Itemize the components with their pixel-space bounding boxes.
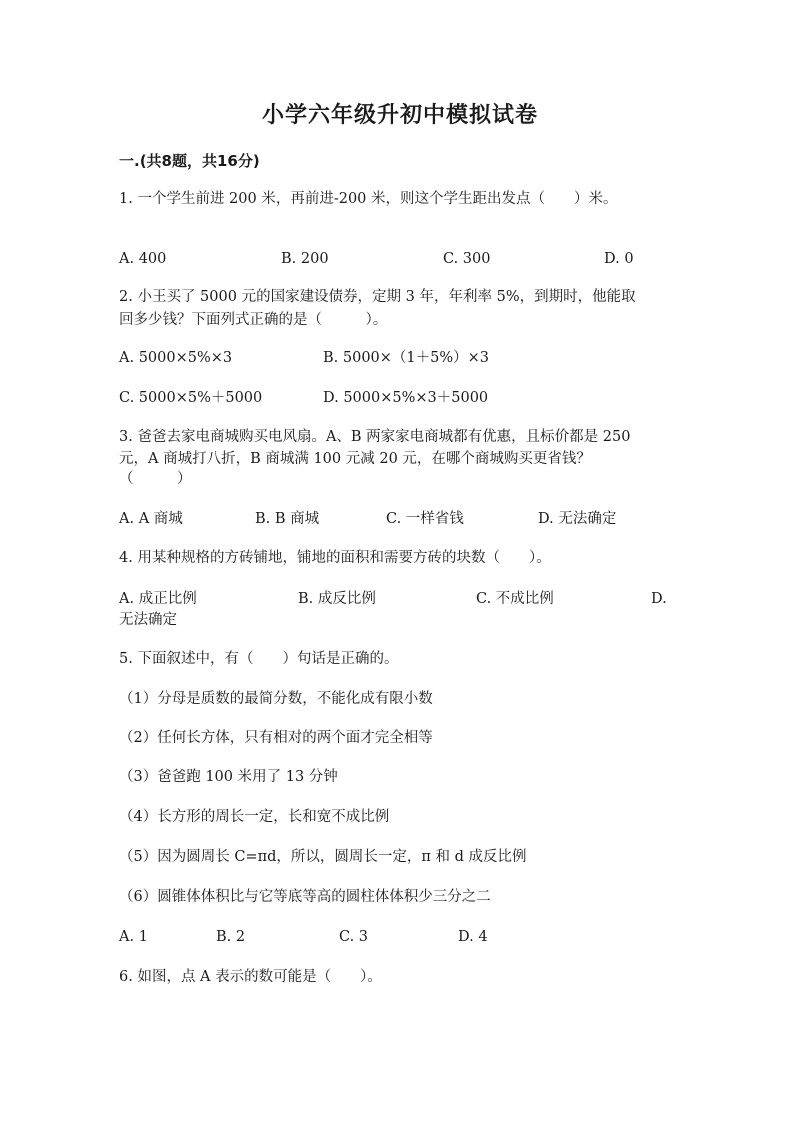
q5-statement-6: （6）圆锥体体积比与它等底等高的圆柱体体积少三分之二 xyxy=(119,889,491,905)
q5-option-b: B. 2 xyxy=(216,929,246,945)
q5-option-d: D. 4 xyxy=(458,929,488,945)
page-title: 小学六年级升初中模拟试卷 xyxy=(261,103,538,128)
q3-option-b: B. B 商城 xyxy=(255,511,320,527)
q1-option-a: A. 400 xyxy=(119,251,167,267)
question-2-stem-line-1: 2. 小王买了 5000 元的国家建设债券，定期 3 年，年利率 5%，到期时，他能取 xyxy=(119,289,636,305)
q4-option-a: A. 成正比例 xyxy=(119,591,197,607)
question-6-stem: 6. 如图，点 A 表示的数可能是（ ）。 xyxy=(119,969,382,985)
q5-statement-2: （2）任何长方体，只有相对的两个面才完全相等 xyxy=(119,730,433,746)
q2-option-d: D. 5000×5%×3＋5000 xyxy=(323,390,489,406)
question-3-stem-line-2: 元，A 商城打八折，B 商城满 100 元减 20 元，在哪个商城购买更省钱？ xyxy=(119,451,591,467)
q1-option-c: C. 300 xyxy=(443,251,491,267)
q3-option-a: A. A 商城 xyxy=(119,511,183,527)
question-3-stem-line-1: 3. 爸爸去家电商城购买电风扇。A、B 两家家电商城都有优惠，且标价都是 250 xyxy=(119,429,631,445)
q5-statement-5: （5）因为圆周长 C=πd，所以，圆周长一定，π 和 d 成反比例 xyxy=(119,849,527,865)
question-5-stem: 5. 下面叙述中，有（ ）句话是正确的。 xyxy=(119,651,399,667)
q3-option-c: C. 一样省钱 xyxy=(386,511,464,527)
q4-option-d: D. xyxy=(651,591,667,607)
question-1-stem: 1. 一个学生前进 200 米，再前进-200 米，则这个学生距出发点（ ）米。 xyxy=(119,191,618,207)
q2-option-b: B. 5000×（1＋5%）×3 xyxy=(323,350,490,366)
section-heading: 一.(共8题，共16分) xyxy=(119,152,260,170)
q5-statement-1: （1）分母是质数的最简分数，不能化成有限小数 xyxy=(119,691,433,707)
q2-option-c: C. 5000×5%＋5000 xyxy=(119,390,263,406)
q5-option-c: C. 3 xyxy=(339,929,369,945)
q3-option-d: D. 无法确定 xyxy=(538,511,617,527)
question-2-stem-line-2: 回多少钱？下面列式正确的是（ ）。 xyxy=(119,312,388,328)
q4-option-b: B. 成反比例 xyxy=(298,591,376,607)
question-4-stem: 4. 用某种规格的方砖铺地，铺地的面积和需要方砖的块数（ ）。 xyxy=(119,550,551,566)
q4-option-d-text: 无法确定 xyxy=(119,612,177,628)
q5-statement-4: （4）长方形的周长一定，长和宽不成比例 xyxy=(119,809,390,825)
q2-option-a: A. 5000×5%×3 xyxy=(119,350,233,366)
q4-option-c: C. 不成比例 xyxy=(476,591,554,607)
question-3-stem-line-3: （ ） xyxy=(119,471,192,487)
q5-option-a: A. 1 xyxy=(119,929,148,945)
q1-option-d: D. 0 xyxy=(604,251,634,267)
q5-statement-3: （3）爸爸跑 100 米用了 13 分钟 xyxy=(119,769,338,785)
q1-option-b: B. 200 xyxy=(281,251,329,267)
